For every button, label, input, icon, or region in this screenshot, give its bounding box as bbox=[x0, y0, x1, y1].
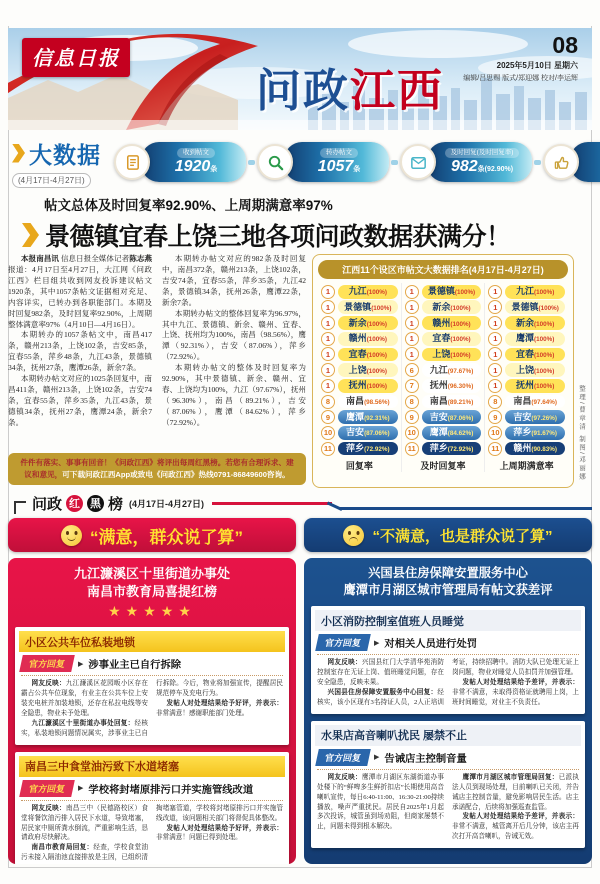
rank-value: (100%) bbox=[534, 367, 555, 375]
stat-item bbox=[257, 142, 389, 182]
hotline-notice-part2: 可下载问政江西App或致电《问政江西》热线0791-86849600咨询。 bbox=[62, 470, 290, 480]
rank-pill: 赣州(100%) bbox=[422, 316, 482, 330]
rank-value: (84.62%) bbox=[447, 430, 474, 438]
ranking-credits: 整理/曹章清 制图/邓丽娜 bbox=[578, 385, 585, 482]
ranking-column bbox=[401, 283, 485, 472]
blue-org-line2: 鹰潭市月湖区城市管理局有帖文获差评 bbox=[343, 583, 553, 598]
dotted-divider bbox=[317, 654, 579, 655]
ranking-row bbox=[321, 332, 398, 346]
stat-label: 及时回复(及时回复率) bbox=[445, 148, 520, 158]
case-card bbox=[311, 721, 585, 848]
ranking-column-label: 回复率 bbox=[345, 460, 373, 471]
stat-value: 982条(92.90%) bbox=[450, 158, 514, 176]
rank-number: 10 bbox=[321, 426, 335, 440]
rank-number: 7 bbox=[405, 379, 419, 393]
rank-value: (98.56%) bbox=[364, 399, 390, 407]
red-black-label bbox=[32, 493, 204, 514]
rank-value: (97.67%) bbox=[447, 367, 474, 375]
blue-cases bbox=[311, 606, 585, 848]
ranking-row bbox=[321, 426, 398, 440]
rank-pill: 九江(100%) bbox=[338, 285, 398, 299]
rank-value: (100%) bbox=[366, 289, 387, 297]
stat-value: 1920条 bbox=[174, 158, 218, 176]
rank-number: 1 bbox=[321, 379, 335, 393]
rank-value: (96.30%) bbox=[447, 383, 474, 391]
stat-unit: 条 bbox=[353, 166, 361, 174]
stat-connector bbox=[534, 160, 541, 165]
rank-pill: 上饶(100%) bbox=[505, 363, 565, 377]
case-body bbox=[317, 773, 579, 842]
issue-date: 2025年5月10日 星期六 bbox=[496, 61, 578, 70]
article-paragraph: 本期转办帖文的整体及时回复率为92.90%，其中景德镇、新余、赣州、宜春、上饶均为100%，九江（97.67%），抚州（96.30%），南昌（89.21%），吉安（87.06%），鹰潭（84.62%），萍乡（72.92%）。 bbox=[162, 363, 306, 427]
rank-number: 11 bbox=[405, 442, 419, 456]
stat-pill bbox=[427, 142, 532, 182]
rank-pill: 宜春(100%) bbox=[338, 348, 398, 362]
rank-pill: 吉安(87.06%) bbox=[422, 410, 482, 424]
rank-pill: 景德镇(100%) bbox=[505, 300, 565, 314]
rank-pill: 赣州(90.83%) bbox=[505, 442, 565, 456]
ranking-row bbox=[488, 442, 565, 456]
band-prefix: 问政 bbox=[32, 495, 63, 513]
case-paragraph: 网友反映：九江濂溪区花园畈小区存在霸占公共车位现象，有业主在公共车位上安装充电桩并加装地锁，还存在私拉电线等安全隐患，物业未予处理。 bbox=[21, 680, 149, 718]
official-reply-text: 学校将封堵原排污口并实施管线改道 bbox=[88, 784, 254, 796]
ranking-row bbox=[321, 363, 398, 377]
band-period: (4月17日-4月27日) bbox=[129, 498, 205, 509]
blue-divider-line bbox=[340, 507, 592, 510]
rank-value: (87.06%) bbox=[364, 430, 390, 438]
rank-number: 1 bbox=[488, 285, 502, 299]
rank-value: (100%) bbox=[366, 336, 387, 344]
stat-label: 转办帖文 bbox=[320, 148, 358, 158]
rank-value: (72.92%) bbox=[364, 446, 390, 454]
rank-value: (100%) bbox=[454, 289, 476, 297]
stat-unit: 条 bbox=[210, 166, 218, 174]
rank-value: (100%) bbox=[534, 336, 555, 344]
rank-number: 11 bbox=[321, 442, 335, 456]
rank-value: (100%) bbox=[534, 383, 555, 391]
main-content-row bbox=[8, 254, 592, 488]
dateline bbox=[463, 60, 578, 83]
case-paragraph: 发帖人对处理结果给予差评，并表示：非常不满意，城管离开后几分钟，该店主再次打开高音喇叭，告诫无效。 bbox=[452, 813, 579, 841]
case-paragraph: 发帖人对处理结果给予好评，并表示：非常满意！感谢职能部门处理。 bbox=[156, 700, 283, 718]
rank-value: (100%) bbox=[366, 320, 387, 328]
newspaper-logo: 信息日报 bbox=[22, 38, 130, 77]
case-paragraph: 九江濂溪区十里街道办事处回复：经核实，私装地锁问题情况属实，涉事业主已自行拆除。今后，物业将加强宣传，提醒居民规范停车及充电行为。 bbox=[21, 680, 283, 737]
rank-pill: 抚州(100%) bbox=[505, 379, 565, 393]
ranking-panel bbox=[312, 254, 585, 488]
rank-pill: 上饶(100%) bbox=[422, 348, 482, 362]
official-reply-row bbox=[21, 655, 283, 672]
rank-value: (97.26%) bbox=[531, 414, 557, 422]
rank-number: 1 bbox=[488, 332, 502, 346]
ranking-row bbox=[405, 347, 482, 361]
stat-connector bbox=[248, 160, 255, 165]
article-block bbox=[8, 254, 306, 488]
case-title: 南昌三中食堂油污致下水道堵塞 bbox=[19, 756, 285, 777]
rank-pill: 萍乡(91.67%) bbox=[505, 426, 565, 440]
rank-pill: 新余(100%) bbox=[505, 316, 565, 330]
official-reply-row bbox=[317, 634, 579, 651]
ranking-row bbox=[488, 379, 565, 393]
article-text bbox=[8, 254, 306, 448]
rank-number: 1 bbox=[321, 347, 335, 361]
document-icon bbox=[114, 144, 150, 180]
ranking-row bbox=[405, 316, 482, 330]
article-paragraph: 本期转办帖文对应的982条及时回复中，南昌372条，赣州213条，上饶102条，吉安74条，宜春55条，萍乡35条，九江42条，景德镇34条，抚州26条，鹰潭22条，新余7条。 bbox=[162, 254, 306, 307]
rank-pill: 新余(100%) bbox=[338, 316, 398, 330]
editor-credits: 编辑/吕思赐 版式/郑迎娜 校对/李运辉 bbox=[463, 75, 578, 82]
case-paragraph: 兴国县住房保障安置服务中心回复：经核实，该小区现有3名持证人员，2人正培训考证，持续招聘中。消防大队已处理无证上岗问题，物业对睡觉人员扣罚并加强管理。 bbox=[317, 659, 579, 706]
rank-number: 1 bbox=[488, 300, 502, 314]
ranking-column-label: 上周期满意率 bbox=[499, 460, 554, 471]
rank-pill: 九江(97.67%) bbox=[422, 363, 482, 377]
rank-number: 1 bbox=[405, 300, 419, 314]
rank-number: 1 bbox=[321, 332, 335, 346]
rank-pill: 吉安(97.26%) bbox=[505, 410, 565, 424]
rank-pill: 抚州(96.30%) bbox=[422, 379, 482, 393]
dotted-divider bbox=[21, 675, 283, 676]
ranking-row bbox=[405, 285, 482, 299]
official-reply-tag: 官方回复 bbox=[19, 780, 75, 797]
rank-number: 1 bbox=[488, 316, 502, 330]
hotline-notice bbox=[8, 453, 306, 485]
ranking-row bbox=[405, 332, 482, 346]
mail-icon bbox=[400, 144, 436, 180]
ranking-column bbox=[318, 283, 401, 472]
red-badge: 红 bbox=[66, 495, 83, 512]
official-reply-text: 涉事业主已自行拆除 bbox=[88, 660, 182, 672]
rank-value: (90.83%) bbox=[531, 446, 557, 454]
ranking-row bbox=[321, 347, 398, 361]
rank-pill: 宜春(100%) bbox=[422, 332, 482, 346]
ranking-row bbox=[321, 442, 398, 456]
ranking-row bbox=[405, 363, 482, 377]
page-title-part2: 江西 bbox=[350, 65, 445, 116]
stat-value: 1057条 bbox=[317, 158, 361, 176]
thumbs-up-icon bbox=[543, 144, 579, 180]
ranking-row bbox=[488, 316, 565, 330]
ranking-row bbox=[405, 442, 482, 456]
red-list-section bbox=[8, 518, 296, 864]
case-card bbox=[311, 606, 585, 713]
rank-value: (100%) bbox=[534, 320, 555, 328]
rank-value: (100%) bbox=[450, 352, 471, 360]
ranking-row bbox=[488, 395, 565, 409]
article-paragraph: 本期转办帖文的整体回复率为96.97%，其中九江、景德镇、新余、赣州、宜春、上饶、抚州均为100%，南昌（98.56%），鹰潭（92.31%），吉安（87.06%），萍乡（72.92%）。 bbox=[162, 308, 306, 362]
arrow-right-icon: ▶ bbox=[374, 639, 380, 647]
case-paragraph: 南昌市教育局回复：经查，学校食堂油污未接入隔油池直接排放是主因，已组织清掏堵塞管道，学校将封堵原排污口并实施管线改道，该问题相关部门将督促具体整改。 bbox=[21, 804, 283, 862]
blue-banner bbox=[304, 518, 592, 552]
page-title-part1: 问政 bbox=[256, 65, 351, 116]
rank-number: 1 bbox=[405, 347, 419, 361]
rank-pill: 萍乡(72.92%) bbox=[338, 442, 398, 456]
ranking-row bbox=[405, 410, 482, 424]
rank-number: 1 bbox=[321, 316, 335, 330]
rank-number: 1 bbox=[321, 363, 335, 377]
big-data-period: (4月17日-4月27日) bbox=[12, 173, 91, 188]
big-data-label: 大数据 bbox=[29, 141, 101, 168]
rank-pill: 鹰潭(84.62%) bbox=[422, 426, 482, 440]
rank-number: 1 bbox=[405, 285, 419, 299]
case-card bbox=[15, 752, 289, 864]
ranking-row bbox=[488, 363, 565, 377]
chevron-right-icon bbox=[22, 223, 39, 247]
hotline-notice-part1: 件件有落实、事事有回音！《问政江西》将评出每周红黑榜。若您有合理诉求、建议和意见， bbox=[20, 458, 294, 480]
red-panel bbox=[8, 558, 296, 864]
red-divider-line bbox=[212, 502, 332, 505]
official-reply-row bbox=[21, 780, 283, 797]
rank-value: (87.06%) bbox=[447, 414, 474, 422]
article-paragraph: 本报南昌讯 信息日报全媒体记者陈志燕报道：4月17日至4月27日，大江网《问政江西》栏目组共收到网友投诉建议帖文1920条，其中1057条帖文证据相对充足、内容详实，已转办到各职能部门。本期及时回复982条，及时回复率92.90%，上周期整体满意率97%（4月10日—4月16日）。 bbox=[8, 254, 153, 329]
rank-number: 9 bbox=[405, 410, 419, 424]
rank-pill: 鹰潭(100%) bbox=[505, 332, 565, 346]
big-data-bar bbox=[8, 132, 592, 192]
rank-number: 9 bbox=[321, 410, 335, 424]
smiley-face-icon bbox=[61, 525, 82, 546]
rank-number: 8 bbox=[321, 395, 335, 409]
arrow-right-icon: ▶ bbox=[374, 754, 380, 762]
official-reply-row bbox=[317, 749, 579, 766]
blue-org-line1: 兴国县住房保障安置服务中心 bbox=[368, 566, 528, 580]
ranking-column-label: 及时回复率 bbox=[420, 460, 466, 471]
official-reply-tag: 官方回复 bbox=[315, 749, 371, 766]
rank-pill: 南昌(98.56%) bbox=[338, 395, 398, 409]
rank-value: (89.21%) bbox=[447, 399, 474, 407]
red-banner bbox=[8, 518, 296, 552]
ranking-row bbox=[321, 410, 398, 424]
headline-title: 景德镇宜春上饶三地各项问政数据获满分！ bbox=[45, 223, 511, 251]
rank-pill: 南昌(89.21%) bbox=[422, 395, 482, 409]
rank-number: 1 bbox=[405, 316, 419, 330]
case-paragraph: 网友反映：鹰潭市月湖区东湖街道办事处楼下的“鲜啤多生鲜折扣店”长期使用高音喇叭宣传，每日6:40-11:00、16:30-21:00持续播放，噪声严重扰民。居民自2025年1月起多次投诉，城管虽到场劝阻，但商家屡禁不止，问题未得到根本解决。 bbox=[317, 773, 445, 831]
stat-item bbox=[400, 142, 532, 182]
ranking-row bbox=[488, 347, 565, 361]
official-reply-text: 对相关人员进行处罚 bbox=[384, 639, 478, 651]
rank-number: 1 bbox=[321, 300, 335, 314]
page-header bbox=[8, 28, 592, 130]
red-black-sections bbox=[8, 518, 592, 864]
ranking-row bbox=[321, 300, 398, 314]
search-icon bbox=[257, 144, 293, 180]
case-paragraph: 鹰潭市月湖区城市管理局回复：已派执法人员到现场处理，目前喇叭已关闭，并告诫店主控制音量，避免影响居民生活。店主承诺配合，后续将加强巡查监管。 bbox=[452, 773, 580, 811]
rank-pill: 景德镇(100%) bbox=[422, 285, 482, 299]
ranking-row bbox=[488, 426, 565, 440]
rank-number: 1 bbox=[321, 285, 335, 299]
stat-pill bbox=[141, 142, 246, 182]
ranking-row bbox=[321, 395, 398, 409]
rank-value: (100%) bbox=[366, 367, 387, 375]
case-body bbox=[317, 658, 579, 707]
rank-value: (100%) bbox=[371, 304, 392, 312]
rank-pill: 鹰潭(92.31%) bbox=[338, 410, 398, 424]
stat-pill bbox=[284, 142, 389, 182]
big-data-label-block bbox=[12, 137, 114, 188]
stat-unit: 条(92.90%) bbox=[477, 166, 514, 174]
red-cases bbox=[15, 627, 289, 864]
red-black-band bbox=[8, 490, 592, 516]
corner-line bbox=[14, 501, 26, 514]
article-paragraph: 本期转办帖文对应的1025条回复中，南昌411条，赣州213条，上饶102条，吉安74条，宜春55条，萍乡35条，九江43条，景德镇34条，抚州27条，鹰潭24条，新余7条。 bbox=[8, 374, 152, 427]
rank-value: (92.31%) bbox=[364, 414, 390, 422]
rank-value: (100%) bbox=[538, 304, 559, 312]
case-paragraph: 网友反映：兴国县红门大学清华苑消防控制室存在无证上岗、值班睡觉问题，存在安全隐患，反映未果。 bbox=[317, 659, 445, 687]
ranking-row bbox=[488, 300, 565, 314]
chevron-right-icon bbox=[12, 144, 25, 163]
rank-pill: 新余(100%) bbox=[422, 300, 482, 314]
ranking-row bbox=[405, 426, 482, 440]
dotted-divider bbox=[21, 800, 283, 801]
rank-pill: 萍乡(72.92%) bbox=[422, 442, 482, 456]
red-banner-text: “满意，群众说了算” bbox=[90, 527, 243, 547]
red-org-line1: 九江濂溪区十里街道办事处 bbox=[73, 566, 230, 581]
rank-pill: 抚州(100%) bbox=[338, 379, 398, 393]
stat-item bbox=[543, 142, 600, 182]
ranking-row bbox=[321, 285, 398, 299]
ranking-row bbox=[405, 300, 482, 314]
frowny-face-icon bbox=[343, 525, 364, 546]
rank-number: 11 bbox=[488, 442, 502, 456]
rank-pill: 九江(100%) bbox=[505, 285, 565, 299]
article-paragraph: 本期转办的1057条帖文中，南昌417条，赣州213条，上饶102条，吉安85条，宜春55条，萍乡48条，九江43条，景德镇34条，抚州27条，鹰潭26条，新余7条。 bbox=[8, 330, 152, 373]
rank-pill: 上饶(100%) bbox=[338, 363, 398, 377]
band-suffix: 榜 bbox=[108, 495, 124, 513]
rank-number: 1 bbox=[405, 332, 419, 346]
official-reply-text: 告诫店主控制音量 bbox=[384, 753, 467, 765]
rank-value: (100%) bbox=[450, 304, 471, 312]
case-title: 水果店高音喇叭扰民 屡禁不止 bbox=[315, 725, 581, 746]
case-paragraph: 发帖人对处理结果给予好评，并表示：非常满意！问题已得到处理。 bbox=[156, 824, 283, 842]
page-number: 08 bbox=[552, 32, 578, 58]
stat-connector bbox=[391, 160, 398, 165]
ranking-row bbox=[488, 332, 565, 346]
ranking-row bbox=[321, 379, 398, 393]
rank-number: 6 bbox=[405, 363, 419, 377]
case-body bbox=[21, 679, 283, 738]
rank-number: 9 bbox=[488, 410, 502, 424]
ranking-column bbox=[484, 283, 568, 472]
stat-item bbox=[114, 142, 246, 182]
rank-number: 1 bbox=[488, 363, 502, 377]
rank-value: (100%) bbox=[366, 352, 387, 360]
rank-value: (100%) bbox=[450, 320, 471, 328]
rank-number: 10 bbox=[488, 426, 502, 440]
rank-value: (100%) bbox=[366, 383, 387, 391]
rank-number: 1 bbox=[488, 379, 502, 393]
ranking-columns bbox=[318, 283, 568, 472]
stat-label: 收到帖文 bbox=[177, 148, 215, 158]
case-title: 小区消防控制室值班人员睡觉 bbox=[315, 610, 581, 631]
blue-banner-text: “不满意，也是群众说了算” bbox=[372, 527, 553, 545]
red-org-line2: 南昌市教育局喜提红榜 bbox=[86, 584, 217, 600]
case-body bbox=[21, 804, 283, 863]
official-reply-tag: 官方回复 bbox=[19, 655, 75, 672]
blue-panel bbox=[304, 558, 592, 864]
rank-number: 10 bbox=[405, 426, 419, 440]
headline-kicker: 帖文总体及时回复率92.90%、上周期满意率97% bbox=[44, 198, 333, 213]
rank-pill: 景德镇(100%) bbox=[338, 300, 398, 314]
case-card bbox=[15, 627, 289, 744]
black-badge: 黑 bbox=[87, 495, 104, 512]
rank-number: 8 bbox=[488, 395, 502, 409]
rank-pill: 赣州(100%) bbox=[338, 332, 398, 346]
page-title bbox=[256, 54, 444, 119]
ranking-row bbox=[488, 285, 565, 299]
case-title: 小区公共车位私装地锁 bbox=[19, 631, 285, 652]
ranking-row bbox=[321, 316, 398, 330]
ranking-row bbox=[405, 395, 482, 409]
dotted-divider bbox=[317, 769, 579, 770]
rank-pill: 吉安(87.06%) bbox=[338, 426, 398, 440]
headline-block bbox=[8, 194, 592, 253]
arrow-right-icon: ▶ bbox=[78, 785, 84, 793]
rank-number: 1 bbox=[488, 347, 502, 361]
ranking-row bbox=[405, 379, 482, 393]
ranking-row bbox=[488, 410, 565, 424]
stats-row bbox=[114, 142, 600, 182]
rank-value: (100%) bbox=[534, 352, 555, 360]
official-reply-tag: 官方回复 bbox=[315, 634, 371, 651]
case-paragraph: 网友反映：南昌三中（民德路校区）食堂将餐饮油污排入居民下水道，导致堵塞，居民家中厕所粪水倒流，严重影响生活，恳请政府尽快解决。 bbox=[21, 804, 149, 842]
rank-pill: 南昌(97.64%) bbox=[505, 395, 565, 409]
rank-value: (100%) bbox=[534, 289, 555, 297]
rank-pill: 宜春(100%) bbox=[505, 348, 565, 362]
rank-value: (97.64%) bbox=[531, 399, 557, 407]
rank-number: 8 bbox=[405, 395, 419, 409]
five-stars-icon: ★★★★★ bbox=[108, 603, 196, 620]
ranking-title: 江西11个设区市帖文大数据排名(4月17日-4月27日) bbox=[318, 260, 568, 279]
case-paragraph: 发帖人对处理结果给予差评，并表示：非常不满意，未取得资格证就聘用上岗，上班时间睡觉，对业主不负责任。 bbox=[452, 679, 579, 706]
rank-value: (72.92%) bbox=[447, 446, 474, 454]
rank-value: (100%) bbox=[450, 336, 471, 344]
rank-value: (91.67%) bbox=[531, 430, 557, 438]
black-list-section bbox=[304, 518, 592, 864]
arrow-right-icon: ▶ bbox=[78, 660, 84, 668]
